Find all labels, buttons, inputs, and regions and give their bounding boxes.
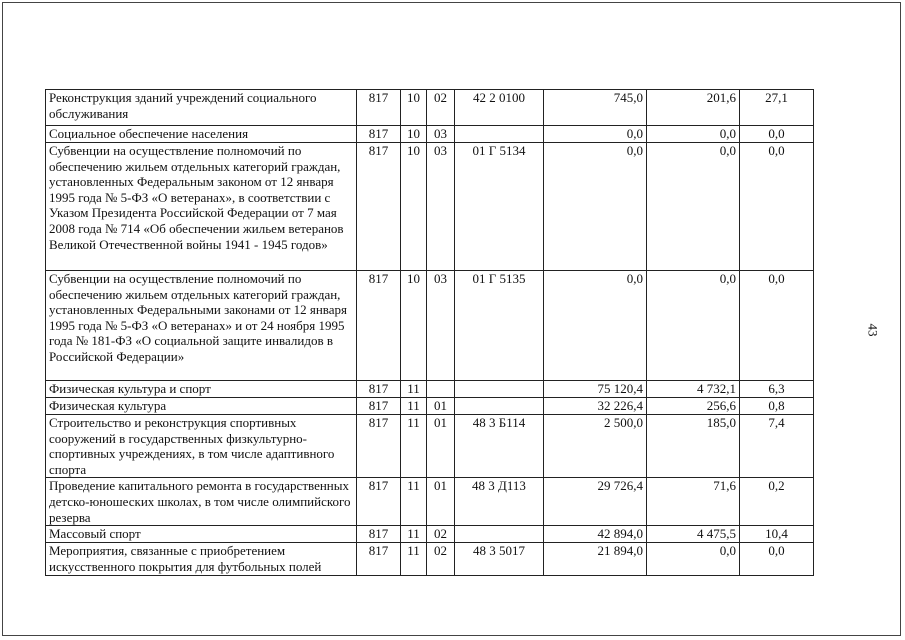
table-row xyxy=(46,415,814,478)
cell-ved: 817 xyxy=(357,415,401,478)
cell-fact: 256,6 xyxy=(647,398,740,415)
cell-ved: 817 xyxy=(357,271,401,381)
cell-name: Социальное обеспечение населения xyxy=(46,126,357,143)
budget-table xyxy=(45,89,814,576)
table-row xyxy=(46,398,814,415)
cell-pct: 7,4 xyxy=(740,415,814,478)
cell-plan: 75 120,4 xyxy=(544,381,647,398)
cell-rz: 11 xyxy=(401,381,427,398)
cell-plan: 42 894,0 xyxy=(544,526,647,543)
cell-rz: 10 xyxy=(401,90,427,126)
cell-pr: 03 xyxy=(427,126,455,143)
cell-name: Физическая культура и спорт xyxy=(46,381,357,398)
cell-csr: 01 Г 5134 xyxy=(455,143,544,271)
cell-rz: 11 xyxy=(401,526,427,543)
table-row xyxy=(46,90,814,126)
cell-pct: 0,2 xyxy=(740,478,814,526)
cell-rz: 11 xyxy=(401,415,427,478)
cell-ved: 817 xyxy=(357,398,401,415)
cell-fact: 71,6 xyxy=(647,478,740,526)
cell-csr: 42 2 0100 xyxy=(455,90,544,126)
cell-pct: 27,1 xyxy=(740,90,814,126)
cell-name: Субвенции на осуществление полномочий по обеспечению жильем отдельных категорий граждан, установленных Федеральным законом от 12 января 1995 года № 5-ФЗ «О ветеранах», в соответствии с Указом Президента Российской Федерации от 7 мая 2008 года № 714 «Об обеспечении жильем ветеранов Великой Отечественной войны 1941 - 1945 годов» xyxy=(46,143,357,271)
cell-fact: 201,6 xyxy=(647,90,740,126)
cell-name: Массовый спорт xyxy=(46,526,357,543)
cell-pct: 0,0 xyxy=(740,271,814,381)
cell-csr xyxy=(455,381,544,398)
cell-pr: 03 xyxy=(427,143,455,271)
cell-name: Проведение капитального ремонта в государственных детско-юношеских школах, в том числе олимпийского резерва xyxy=(46,478,357,526)
cell-plan: 0,0 xyxy=(544,143,647,271)
table-row xyxy=(46,478,814,526)
cell-pct: 6,3 xyxy=(740,381,814,398)
cell-rz: 10 xyxy=(401,143,427,271)
cell-csr xyxy=(455,398,544,415)
cell-plan: 29 726,4 xyxy=(544,478,647,526)
cell-name: Строительство и реконструкция спортивных сооружений в государственных физкультурно-спортивных учреждениях, в том числе адаптивного спорта xyxy=(46,415,357,478)
cell-plan: 0,0 xyxy=(544,126,647,143)
cell-pr: 01 xyxy=(427,478,455,526)
cell-csr xyxy=(455,126,544,143)
cell-rz: 10 xyxy=(401,126,427,143)
cell-pr: 02 xyxy=(427,526,455,543)
cell-pct: 0,8 xyxy=(740,398,814,415)
cell-plan: 745,0 xyxy=(544,90,647,126)
cell-ved: 817 xyxy=(357,543,401,576)
cell-name: Мероприятия, связанные с приобретением искусственного покрытия для футбольных полей xyxy=(46,543,357,576)
cell-pr: 01 xyxy=(427,398,455,415)
cell-fact: 0,0 xyxy=(647,126,740,143)
cell-rz: 10 xyxy=(401,271,427,381)
cell-fact: 0,0 xyxy=(647,143,740,271)
cell-ved: 817 xyxy=(357,143,401,271)
cell-fact: 185,0 xyxy=(647,415,740,478)
cell-pct: 0,0 xyxy=(740,143,814,271)
cell-plan: 32 226,4 xyxy=(544,398,647,415)
cell-pr xyxy=(427,381,455,398)
table-row xyxy=(46,143,814,271)
cell-fact: 4 732,1 xyxy=(647,381,740,398)
cell-name: Реконструкция зданий учреждений социального обслуживания xyxy=(46,90,357,126)
cell-ved: 817 xyxy=(357,526,401,543)
cell-ved: 817 xyxy=(357,90,401,126)
table-row xyxy=(46,543,814,576)
table-row xyxy=(46,126,814,143)
cell-pr: 03 xyxy=(427,271,455,381)
cell-pr: 02 xyxy=(427,90,455,126)
cell-plan: 2 500,0 xyxy=(544,415,647,478)
cell-name: Физическая культура xyxy=(46,398,357,415)
cell-rz: 11 xyxy=(401,398,427,415)
cell-fact: 0,0 xyxy=(647,543,740,576)
cell-pr: 01 xyxy=(427,415,455,478)
cell-pct: 10,4 xyxy=(740,526,814,543)
cell-csr: 48 3 Б114 xyxy=(455,415,544,478)
cell-pct: 0,0 xyxy=(740,126,814,143)
cell-name: Субвенции на осуществление полномочий по обеспечению жильем отдельных категорий граждан, установленных Федеральными законами от 12 января 1995 года № 5-ФЗ «О ветеранах» и от 24 ноября 1995 года № 181-ФЗ «О социальной защите инвалидов в Российской Федерации» xyxy=(46,271,357,381)
page-number: 43 xyxy=(865,323,881,337)
cell-csr: 48 3 Д113 xyxy=(455,478,544,526)
cell-rz: 11 xyxy=(401,478,427,526)
cell-ved: 817 xyxy=(357,381,401,398)
cell-ved: 817 xyxy=(357,126,401,143)
cell-csr: 48 3 5017 xyxy=(455,543,544,576)
table-row xyxy=(46,381,814,398)
table-row xyxy=(46,271,814,381)
cell-csr xyxy=(455,526,544,543)
cell-pr: 02 xyxy=(427,543,455,576)
cell-rz: 11 xyxy=(401,543,427,576)
table-row xyxy=(46,526,814,543)
cell-ved: 817 xyxy=(357,478,401,526)
cell-pct: 0,0 xyxy=(740,543,814,576)
cell-csr: 01 Г 5135 xyxy=(455,271,544,381)
cell-plan: 0,0 xyxy=(544,271,647,381)
cell-fact: 0,0 xyxy=(647,271,740,381)
cell-plan: 21 894,0 xyxy=(544,543,647,576)
cell-fact: 4 475,5 xyxy=(647,526,740,543)
